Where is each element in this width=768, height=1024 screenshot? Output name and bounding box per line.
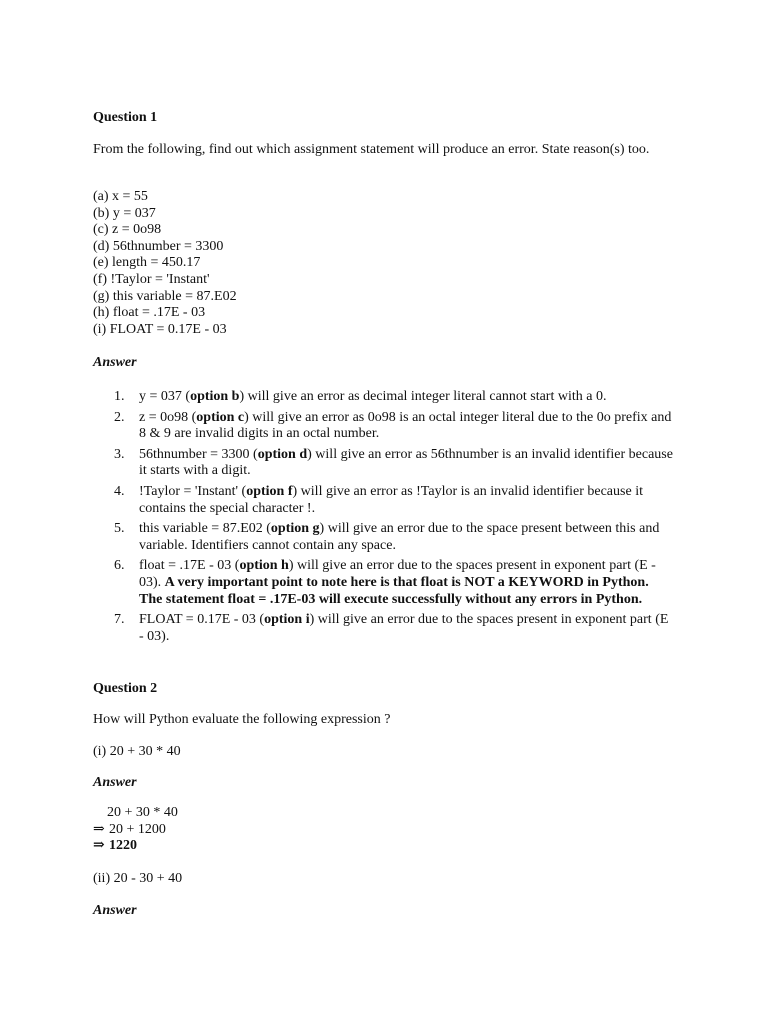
answer-text: z = 0o98 ( bbox=[139, 409, 197, 425]
answer-text: ) will give an error due to the space present between this and variable. Identifiers cannot contain any space. bbox=[139, 521, 660, 553]
option-f: (f) !Taylor = 'Instant' bbox=[93, 271, 210, 287]
answer-text: ) will give an error as 56thnumber is an invalid identifier because it starts with a digit. bbox=[139, 446, 673, 479]
answer-option: option d bbox=[257, 446, 308, 462]
answer-text: float = .17E - 03 ( bbox=[139, 558, 240, 574]
answer-text: FLOAT = 0.17E - 03 ( bbox=[139, 612, 265, 628]
answer-number: 2. bbox=[114, 409, 125, 425]
answer-text: ) will give an error as 0o98 is an octal integer literal due to the 0o prefix and 8 & 9 are invalid digits in an octal number. bbox=[139, 409, 672, 442]
answer-text: ) will give an error due to the spaces present in exponent part (E - 03). bbox=[139, 612, 669, 644]
option-d: (d) 56thnumber = 3300 bbox=[93, 238, 224, 254]
evaluation-steps bbox=[93, 805, 673, 855]
answer-option: option c bbox=[196, 409, 245, 425]
answer-note: A very important point to note here is that float is NOT a KEYWORD in Python. The statement float = .17E-03 will execute successfully without any errors in Python. bbox=[139, 574, 649, 607]
option-h: (h) float = .17E - 03 bbox=[93, 305, 206, 321]
evaluation-step-2 bbox=[93, 822, 673, 839]
implies-arrow: ⇒ bbox=[93, 821, 105, 837]
option-i: (i) FLOAT = 0.17E - 03 bbox=[93, 321, 227, 337]
answer-number: 4. bbox=[114, 483, 125, 499]
answer-text: ) will give an error due to the spaces present in exponent part (E - 03). bbox=[139, 558, 656, 590]
answer-item bbox=[93, 521, 673, 554]
answer-item bbox=[93, 558, 673, 608]
answer-text: ) will give an error as decimal integer literal cannot start with a 0. bbox=[239, 389, 607, 404]
answer-option: option g bbox=[270, 521, 320, 537]
answer-option: option b bbox=[190, 389, 240, 404]
answer-text: 56thnumber = 3300 ( bbox=[139, 446, 258, 462]
evaluation-step-1: 20 + 30 * 40 bbox=[107, 805, 178, 820]
answer-option: option i bbox=[264, 612, 310, 628]
answer-item bbox=[93, 612, 673, 645]
option-b: (b) y = 037 bbox=[93, 205, 156, 221]
answer-number: 6. bbox=[114, 558, 125, 574]
question-1-prompt: From the following, find out which assignment statement will produce an error. State reason(s) too. bbox=[93, 142, 650, 157]
answer-item bbox=[93, 447, 673, 480]
question-1-options bbox=[93, 189, 673, 338]
answer-text: y = 037 ( bbox=[139, 389, 191, 404]
answer-option: option h bbox=[239, 558, 289, 574]
option-e: (e) length = 450.17 bbox=[93, 255, 201, 271]
answer-number: 5. bbox=[114, 521, 125, 537]
option-a: (a) x = 55 bbox=[93, 189, 148, 204]
answer-text: ) will give an error as !Taylor is an invalid identifier because it contains the special character !. bbox=[139, 483, 643, 516]
option-g: (g) this variable = 87.E02 bbox=[93, 288, 237, 304]
option-c: (c) z = 0o98 bbox=[93, 222, 162, 238]
implies-arrow: ⇒ bbox=[93, 838, 105, 854]
answer-number: 1. bbox=[114, 389, 125, 404]
question-2-part-1-answer-label: Answer bbox=[93, 775, 137, 790]
question-2-prompt: How will Python evaluate the following expression ? bbox=[93, 712, 391, 727]
question-2-part-1-expression: (i) 20 + 30 * 40 bbox=[93, 744, 181, 759]
question-2-part-2-expression: (ii) 20 - 30 + 40 bbox=[93, 871, 183, 886]
step-value: 20 + 1200 bbox=[109, 821, 166, 837]
result-value: 1220 bbox=[109, 838, 137, 854]
answer-number: 7. bbox=[114, 612, 125, 628]
answer-text: this variable = 87.E02 ( bbox=[139, 521, 271, 537]
question-2-heading: Question 2 bbox=[93, 681, 158, 696]
question-1-heading: Question 1 bbox=[93, 110, 158, 125]
answer-item bbox=[93, 389, 673, 406]
question-1-answer-list bbox=[93, 389, 673, 649]
evaluation-result bbox=[93, 838, 673, 855]
answer-item bbox=[93, 410, 673, 443]
answer-item bbox=[93, 484, 673, 517]
question-1-answer-label: Answer bbox=[93, 355, 137, 370]
question-2-part-2-answer-label: Answer bbox=[93, 903, 137, 918]
answer-number: 3. bbox=[114, 446, 125, 462]
answer-option: option f bbox=[246, 483, 293, 499]
answer-text: !Taylor = 'Instant' ( bbox=[139, 483, 247, 499]
